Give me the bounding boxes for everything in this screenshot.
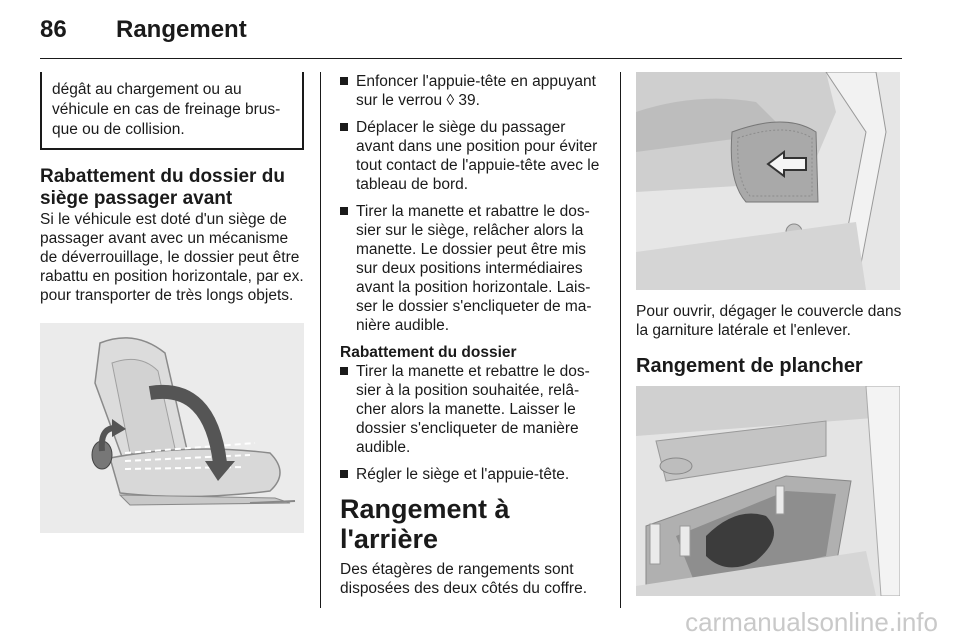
section-paragraph-rear: Des étagères de rangements sont disposées des deux côtés du coffre. [340, 561, 588, 597]
section-heading-rear-storage: Rangement à l'arrière [340, 494, 510, 554]
warning-box [40, 72, 304, 150]
bullet-icon [340, 77, 348, 85]
column-divider-1 [320, 72, 321, 608]
column-divider-2 [620, 72, 621, 608]
watermark [685, 607, 938, 638]
bullet-icon [340, 470, 348, 478]
floor-storage-illustration [636, 386, 900, 596]
subheading: Rabattement du dossier [340, 344, 517, 361]
header-rule [40, 58, 902, 59]
section-paragraph: Si le véhicule est doté d'un siège de passager avant avec un mécanisme de déverrouillage, le dossier peut être rabattu en position horizontale, par ex. pour transporter de très longs objets. [40, 211, 304, 304]
list-item [340, 118, 606, 194]
list-item-text: Déplacer le siège du passager avant dans une position pour éviter tout contact de l'appuie-tête avec le tableau de bord. [356, 119, 600, 193]
list-item-text: Enfoncer l'appuie-tête en appuyant sur le verrou ◊ 39. [356, 73, 596, 109]
page-header [40, 16, 920, 56]
column-2 [340, 72, 606, 598]
instruction-list [340, 72, 606, 335]
instruction-list-2 [340, 362, 606, 484]
list-item-text: Tirer la manette et rebattre le dos-sier à la position souhaitée, relâ-cher alors la manette. Laisser le dossier s'encliqueter de manière audible. [356, 363, 590, 456]
section-heading-floor-storage: Rangement de plancher [636, 355, 863, 377]
bullet-icon [340, 207, 348, 215]
seat-illustration [40, 323, 304, 533]
page-number: 86 [40, 16, 67, 43]
side-compartment-illustration [636, 72, 900, 290]
bullet-icon [340, 367, 348, 375]
watermark-text: carmanualsonline.info [685, 607, 938, 637]
column-3 [636, 72, 902, 596]
figure-caption: Pour ouvrir, dégager le couvercle dans la garniture latérale et l'enlever. [636, 303, 902, 339]
list-item-text: Régler le siège et l'appuie-tête. [356, 466, 570, 483]
list-item [340, 362, 606, 457]
warning-text: dégât au chargement ou au véhicule en cas de freinage brus-que ou de collision. [52, 81, 281, 138]
page-title: Rangement [116, 16, 247, 43]
list-item [340, 72, 606, 110]
list-item-text: Tirer la manette et rabattre le dos-sier sur le siège, relâcher alors la manette. Le dossier peut être mis sur deux positions intermédiaires avant la position horizontale. Lais-ser le dossier s'encliqueter de ma-nière audible. [356, 203, 592, 334]
list-item [340, 465, 606, 484]
bullet-icon [340, 123, 348, 131]
list-item [340, 202, 606, 335]
section-heading-fold-seat: Rabattement du dossier du siège passager avant [40, 166, 285, 209]
column-1 [40, 72, 304, 533]
